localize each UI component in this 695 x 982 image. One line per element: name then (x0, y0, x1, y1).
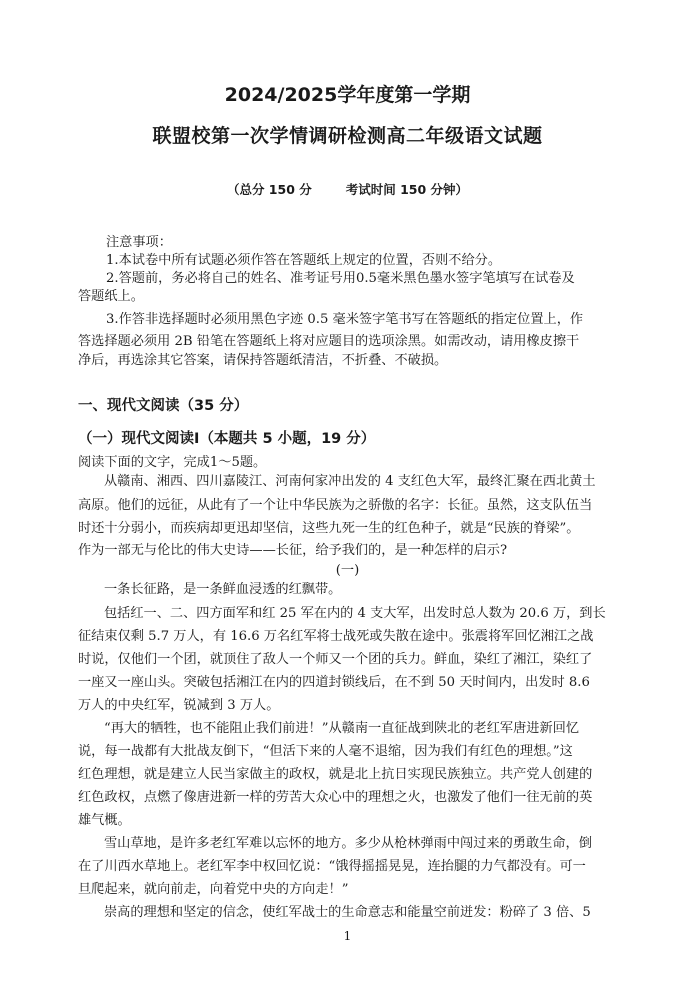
notice-line: 净后，再选涂其它答案，请保持答题纸清洁，不折叠、不破损。 (78, 353, 448, 368)
intro-line: 从赣南、湘西、四川嘉陵江、河南何家冲出发的 4 支红色大军，最终汇聚在西北黄土 (104, 474, 596, 489)
total-score: （总分 150 分 (226, 182, 312, 197)
subsection-heading: （一）现代文阅读Ⅰ（本题共 5 小题，19 分） (78, 431, 376, 447)
page-number: 1 (343, 929, 352, 943)
body-line: 万人的中央红军，锐减到 3 万人。 (78, 698, 280, 713)
notice-heading: 注意事项： (106, 235, 172, 250)
body-line: 包括红一、二、四方面军和红 25 军在内的 4 支大军，出发时总人数为 20.6 万，到长 (104, 606, 606, 621)
body-line: “再大的牺牲，也不能阻止我们前进！”从赣南一直征战到陕北的老红军唐进新回忆 (104, 721, 580, 736)
exam-title-line2: 联盟校第一次学情调研检测高二年级语文试题 (152, 125, 543, 147)
body-line: 在了川西水草地上。老红军李中权回忆说：“饿得摇摇晃晃，连抬腿的力气都没有。可一 (78, 859, 586, 874)
intro-line: 时还十分弱小，而疾病却更迅却坚信，这些九死一生的红色种子，就是“民族的脊梁”。 (78, 521, 580, 536)
intro-line: 高原。他们的远征，从此有了一个让中华民族为之骄傲的名字：长征。虽然，这支队伍当 (78, 498, 593, 513)
section-heading: 一、现代文阅读（35 分） (78, 398, 249, 414)
notice-line: 答选择题必须用 2B 铅笔在答题纸上将对应题目的选项涂黑。如需改动，请用橡皮擦干 (78, 334, 580, 349)
exam-meta (0, 180, 695, 198)
reading-instruction: 阅读下面的文字，完成1～5题。 (78, 455, 267, 470)
part-marker: (一) (335, 563, 360, 578)
body-line: 雄气概。 (78, 813, 131, 828)
body-line: 说，每一战都有大批战友倒下，“但活下来的人毫不退缩，因为我们有红色的理想。”这 (78, 744, 573, 759)
notice-line: 2.答题前，务必将自己的姓名、准考证号用0.5毫米黑色墨水签字笔填写在试卷及 (106, 271, 575, 286)
body-line: 时说，仅他们一个团，就顶住了敌人一个师又一个团的兵力。鲜血，染红了湘江，染红了 (78, 652, 593, 667)
notice-line: 1.本试卷中所有试题必须作答在答题纸上规定的位置，否则不给分。 (106, 253, 502, 268)
body-line: 雪山草地，是许多老红军难以忘怀的地方。多少从枪林弹雨中闯过来的勇敢生命，倒 (104, 836, 592, 851)
body-line: 红色政权，点燃了像唐进新一样的劳苦大众心中的理想之火，也激发了他们一往无前的英 (78, 790, 593, 805)
notice-line: 答题纸上。 (78, 289, 144, 304)
intro-line: 作为一部无与伦比的伟大史诗——长征，给予我们的，是一种怎样的启示? (78, 543, 508, 558)
body-line: 崇高的理想和坚定的信念，使红军战士的生命意志和能量空前迸发：粉碎了 3 倍、5 (104, 905, 591, 920)
body-line: 一条长征路，是一条鲜血浸透的红飘带。 (104, 582, 342, 597)
body-line: 红色理想，就是建立人民当家做主的政权，就是北上抗日实现民族独立。共产党人创建的 (78, 767, 593, 782)
exam-time: 考试时间 150 分钟） (345, 182, 469, 197)
body-line: 旦爬起来，就向前走，向着党中央的方向走！” (78, 882, 349, 897)
notice-line: 3.作答非选择题时必须用黑色字迹 0.5 毫米签字笔书写在答题纸的指定位置上，作 (106, 312, 584, 327)
body-line: 征结束仅剩 5.7 万人，有 16.6 万名红军将士战死或失散在途中。张震将军回忆湘江之战 (78, 629, 594, 644)
exam-title-line1: 2024/2025学年度第一学期 (224, 84, 471, 106)
body-line: 一座又一座山头。突破包括湘江在内的四道封锁线后，在不到 50 天时间内，出发时 8.6 (78, 675, 590, 690)
